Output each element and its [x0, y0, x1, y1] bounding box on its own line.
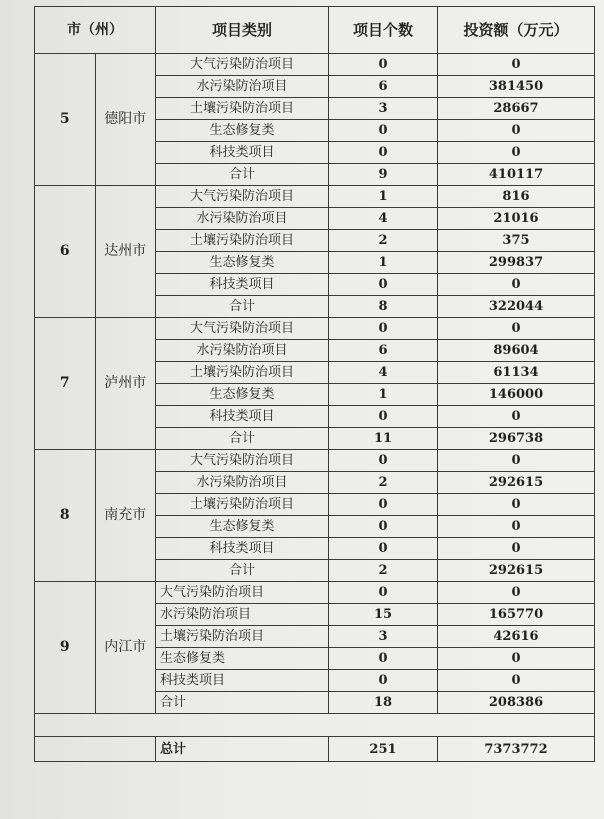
category-cell: 水污染防治项目	[156, 472, 329, 494]
count-cell: 3	[329, 98, 438, 120]
investment-cell: 0	[438, 406, 595, 428]
count-cell: 4	[329, 208, 438, 230]
count-cell: 2	[329, 472, 438, 494]
investment-cell: 0	[438, 582, 595, 604]
count-cell: 6	[329, 76, 438, 98]
count-cell: 9	[329, 164, 438, 186]
category-cell: 科技类项目	[156, 142, 329, 164]
category-cell: 生态修复类	[156, 252, 329, 274]
category-cell: 水污染防治项目	[156, 340, 329, 362]
table-body	[35, 54, 595, 762]
count-cell: 0	[329, 648, 438, 670]
category-cell: 生态修复类	[156, 384, 329, 406]
total-count: 251	[329, 737, 438, 762]
group-number: 5	[35, 54, 96, 186]
count-cell: 2	[329, 230, 438, 252]
investment-cell: 0	[438, 516, 595, 538]
header-city: 市（州）	[35, 7, 156, 54]
category-cell: 大气污染防治项目	[156, 318, 329, 340]
total-empty-cell	[35, 737, 156, 762]
investment-cell: 0	[438, 318, 595, 340]
count-cell: 0	[329, 406, 438, 428]
category-cell: 水污染防治项目	[156, 604, 329, 626]
investment-cell: 0	[438, 142, 595, 164]
header-row	[35, 7, 595, 54]
subtotal-label: 合计	[156, 164, 329, 186]
category-cell: 水污染防治项目	[156, 208, 329, 230]
group-city: 达州市	[95, 186, 156, 318]
investment-cell: 0	[438, 54, 595, 76]
count-cell: 1	[329, 252, 438, 274]
investment-cell: 292615	[438, 472, 595, 494]
count-cell: 0	[329, 670, 438, 692]
count-cell: 0	[329, 120, 438, 142]
header-count: 项目个数	[329, 7, 438, 54]
category-cell: 土壤污染防治项目	[156, 230, 329, 252]
group-number: 6	[35, 186, 96, 318]
count-cell: 1	[329, 384, 438, 406]
category-cell: 科技类项目	[156, 406, 329, 428]
investment-cell: 816	[438, 186, 595, 208]
investment-cell: 296738	[438, 428, 595, 450]
investment-cell: 0	[438, 538, 595, 560]
investment-cell: 299837	[438, 252, 595, 274]
table-row	[35, 318, 595, 340]
investment-cell: 208386	[438, 692, 595, 714]
count-cell: 8	[329, 296, 438, 318]
group-city: 内江市	[95, 582, 156, 714]
investment-cell: 0	[438, 648, 595, 670]
count-cell: 11	[329, 428, 438, 450]
table-row	[35, 450, 595, 472]
category-cell: 土壤污染防治项目	[156, 626, 329, 648]
category-cell: 生态修复类	[156, 516, 329, 538]
investment-cell: 165770	[438, 604, 595, 626]
blank-row	[35, 714, 595, 737]
count-cell: 0	[329, 582, 438, 604]
subtotal-label: 合计	[156, 428, 329, 450]
category-cell: 生态修复类	[156, 120, 329, 142]
category-cell: 大气污染防治项目	[156, 186, 329, 208]
group-city: 德阳市	[95, 54, 156, 186]
count-cell: 0	[329, 274, 438, 296]
category-cell: 科技类项目	[156, 274, 329, 296]
category-cell: 大气污染防治项目	[156, 582, 329, 604]
investment-table	[34, 6, 595, 762]
investment-cell: 0	[438, 274, 595, 296]
count-cell: 0	[329, 54, 438, 76]
count-cell: 0	[329, 516, 438, 538]
group-number: 7	[35, 318, 96, 450]
count-cell: 3	[329, 626, 438, 648]
group-city: 泸州市	[95, 318, 156, 450]
count-cell: 0	[329, 450, 438, 472]
category-cell: 生态修复类	[156, 648, 329, 670]
total-row	[35, 737, 595, 762]
category-cell: 土壤污染防治项目	[156, 98, 329, 120]
category-cell: 土壤污染防治项目	[156, 494, 329, 516]
count-cell: 0	[329, 318, 438, 340]
count-cell: 18	[329, 692, 438, 714]
category-cell: 大气污染防治项目	[156, 450, 329, 472]
investment-cell: 0	[438, 670, 595, 692]
header-investment: 投资额（万元）	[438, 7, 595, 54]
category-cell: 大气污染防治项目	[156, 54, 329, 76]
group-number: 8	[35, 450, 96, 582]
count-cell: 0	[329, 538, 438, 560]
investment-cell: 0	[438, 450, 595, 472]
investment-cell: 0	[438, 120, 595, 142]
table-row	[35, 186, 595, 208]
investment-cell: 28667	[438, 98, 595, 120]
count-cell: 1	[329, 186, 438, 208]
subtotal-label: 合计	[156, 560, 329, 582]
count-cell: 15	[329, 604, 438, 626]
category-cell: 土壤污染防治项目	[156, 362, 329, 384]
investment-cell: 42616	[438, 626, 595, 648]
total-investment: 7373772	[438, 737, 595, 762]
investment-cell: 410117	[438, 164, 595, 186]
investment-cell: 146000	[438, 384, 595, 406]
subtotal-label: 合计	[156, 296, 329, 318]
subtotal-label: 合计	[156, 692, 329, 714]
count-cell: 6	[329, 340, 438, 362]
investment-cell: 375	[438, 230, 595, 252]
count-cell: 0	[329, 142, 438, 164]
total-label: 总计	[156, 737, 329, 762]
category-cell: 科技类项目	[156, 670, 329, 692]
investment-cell: 21016	[438, 208, 595, 230]
group-number: 9	[35, 582, 96, 714]
investment-cell: 381450	[438, 76, 595, 98]
category-cell: 科技类项目	[156, 538, 329, 560]
table-row	[35, 582, 595, 604]
investment-cell: 0	[438, 494, 595, 516]
investment-cell: 322044	[438, 296, 595, 318]
category-cell: 水污染防治项目	[156, 76, 329, 98]
count-cell: 0	[329, 494, 438, 516]
count-cell: 2	[329, 560, 438, 582]
investment-cell: 292615	[438, 560, 595, 582]
table-row	[35, 54, 595, 76]
group-city: 南充市	[95, 450, 156, 582]
blank-cell	[35, 714, 595, 737]
investment-cell: 61134	[438, 362, 595, 384]
count-cell: 4	[329, 362, 438, 384]
header-category: 项目类别	[156, 7, 329, 54]
investment-cell: 89604	[438, 340, 595, 362]
